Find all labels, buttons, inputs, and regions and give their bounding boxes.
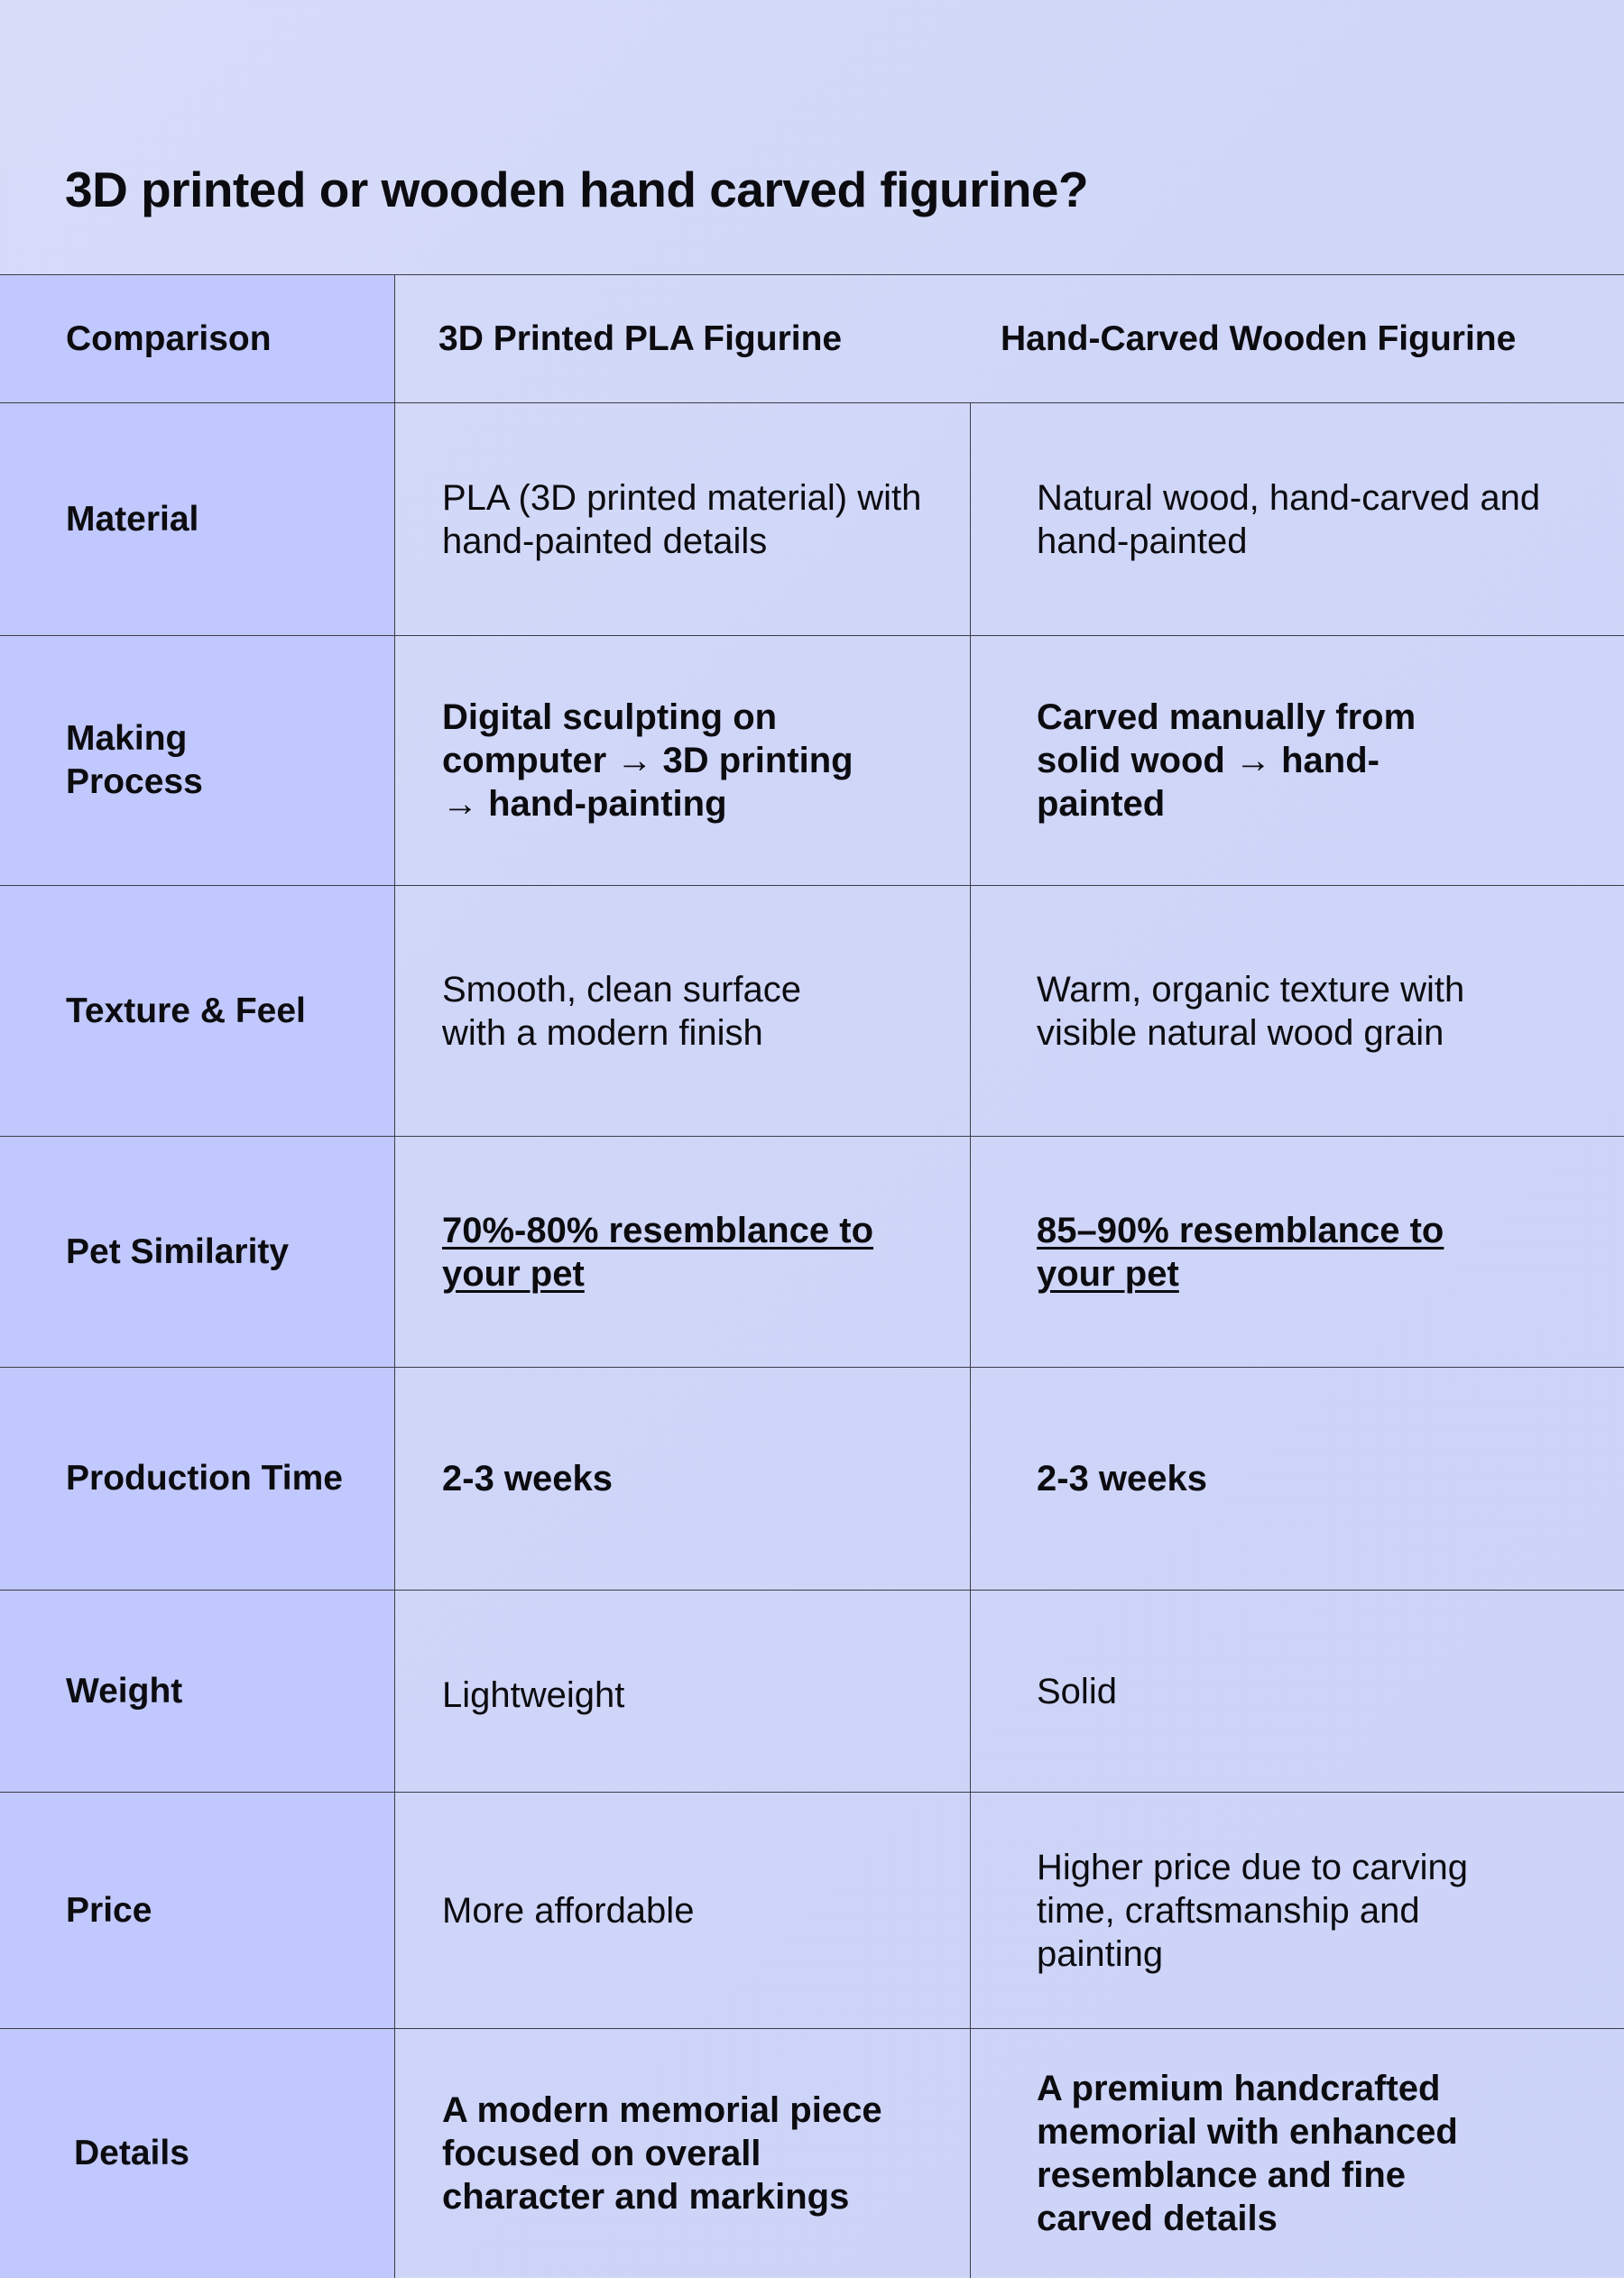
cell-text: A premium handcrafted memorial with enhanced resemblance and fine carved details [1037,2069,1458,2238]
cell-text: 70%-80% resemblance to your pet [442,1210,874,1294]
cell-text: Natural wood, hand-carved and hand-painted [1037,477,1541,561]
cell-text: 2-3 weeks [442,1459,614,1499]
printed-cell [395,2029,971,2278]
cell-text: Smooth, clean surface with a modern finish [442,969,801,1053]
comparison-table [0,274,1624,2278]
cell-text: PLA (3D printed material) with hand-painted details [442,477,922,561]
row-label [0,636,395,885]
row-label: Price [0,1793,395,2028]
row-label [0,2029,395,2278]
header-3d-printed: 3D Printed PLA Figurine [438,318,843,358]
cell-text: Digital sculpting on computer → 3D printing → hand-painting [442,697,854,824]
printed-cell [395,1793,971,2028]
cell-text: More affordable [442,1890,695,1931]
cell-text: Warm, organic texture with visible natural wood grain [1037,969,1465,1053]
printed-cell [395,886,971,1136]
row-label-text: Details [74,2134,189,2172]
cell-text: Lightweight [442,1675,625,1715]
cell-text: 85–90% resemblance to your pet [1037,1210,1444,1294]
header-comparison: Comparison [0,275,395,402]
printed-cell [395,1137,971,1367]
table-row-texture [0,886,1624,1137]
printed-cell [395,636,971,885]
wooden-cell [971,1137,1624,1367]
cell-text: Carved manually from solid wood → hand-painted [1037,697,1416,824]
row-label: Production Time [0,1368,395,1590]
wooden-cell [971,1793,1624,2028]
cell-text: 2-3 weeks [1037,1459,1208,1499]
table-row-price [0,1793,1624,2029]
wooden-cell [971,886,1624,1136]
table-header-row [0,275,1624,403]
wooden-cell [971,1368,1624,1590]
wooden-cell [971,636,1624,885]
table-row-details [0,2029,1624,2278]
printed-cell [395,1591,971,1792]
row-label: Texture & Feel [0,886,395,1136]
cell-text: Solid [1037,1671,1117,1711]
page-title: 3D printed or wooden hand carved figurine? [65,161,1089,217]
wooden-cell [971,403,1624,635]
wooden-cell [971,1591,1624,1792]
wooden-cell [971,2029,1624,2278]
table-row-material [0,403,1624,636]
printed-cell [395,1368,971,1590]
table-row-making-process [0,636,1624,886]
table-row-pet-similarity [0,1137,1624,1368]
row-label-text: Making Process [66,719,203,801]
row-label: Material [0,403,395,635]
cell-text: A modern memorial piece focused on overall character and markings [442,2090,882,2217]
printed-cell [395,403,971,635]
table-row-weight [0,1591,1624,1793]
table-row-production-time [0,1368,1624,1591]
header-wooden: Hand-Carved Wooden Figurine [1001,318,1517,358]
row-label: Pet Similarity [0,1137,395,1367]
row-label: Weight [0,1591,395,1792]
cell-text: Higher price due to carving time, craftsmanship and painting [1037,1847,1469,1974]
